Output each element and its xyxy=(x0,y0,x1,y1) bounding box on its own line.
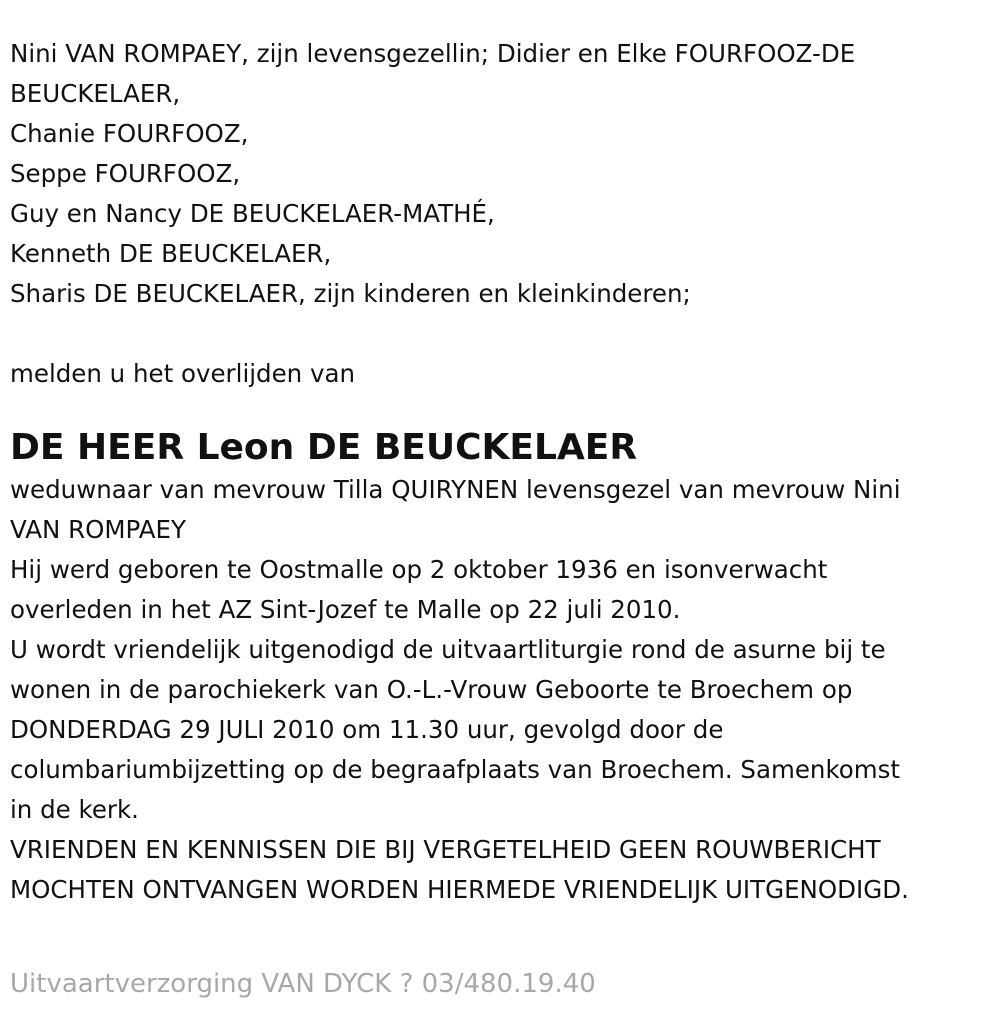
details-line: wonen in de parochiekerk van O.-L.-Vrouw Geboorte te Broechem op xyxy=(10,675,853,704)
details-line: VRIENDEN EN KENNISSEN DIE BIJ VERGETELHEID GEEN ROUWBERICHT xyxy=(10,835,881,864)
details-line: Hij werd geboren te Oostmalle op 2 oktober 1936 en isonverwacht xyxy=(10,555,828,584)
family-line: Sharis DE BEUCKELAER, zijn kinderen en kleinkinderen; xyxy=(10,279,691,308)
spacer xyxy=(10,314,990,354)
family-list xyxy=(10,34,990,314)
details-line: MOCHTEN ONTVANGEN WORDEN HIERMEDE VRIENDELIJK UITGENODIGD. xyxy=(10,875,909,904)
details-line: weduwnaar van mevrouw Tilla QUIRYNEN levensgezel van mevrouw Nini xyxy=(10,475,901,504)
details-text xyxy=(10,470,990,910)
details-line: overleden in het AZ Sint-Jozef te Malle op 22 juli 2010. xyxy=(10,595,681,624)
family-line: Nini VAN ROMPAEY, zijn levensgezellin; Didier en Elke FOURFOOZ-DE xyxy=(10,39,856,68)
announcement-text: melden u het overlijden van xyxy=(10,359,356,388)
family-line: Kenneth DE BEUCKELAER, xyxy=(10,239,332,268)
family-line: BEUCKELAER, xyxy=(10,79,181,108)
details-line: DONDERDAG 29 JULI 2010 om 11.30 uur, gevolgd door de xyxy=(10,715,724,744)
details-line: in de kerk. xyxy=(10,795,139,824)
funeral-home-footer: Uitvaartverzorging VAN DYCK ? 03/480.19.40 xyxy=(10,969,596,999)
family-line: Guy en Nancy DE BEUCKELAER-MATHÉ, xyxy=(10,199,495,228)
details-line: U wordt vriendelijk uitgenodigd de uitvaartliturgie rond de asurne bij te xyxy=(10,635,886,664)
details-line: columbariumbijzetting op de begraafplaats van Broechem. Samenkomst xyxy=(10,755,900,784)
family-line: Seppe FOURFOOZ, xyxy=(10,159,241,188)
family-line: Chanie FOURFOOZ, xyxy=(10,119,249,148)
details-line: VAN ROMPAEY xyxy=(10,515,186,544)
deceased-name: DE HEER Leon DE BEUCKELAER xyxy=(10,427,638,468)
